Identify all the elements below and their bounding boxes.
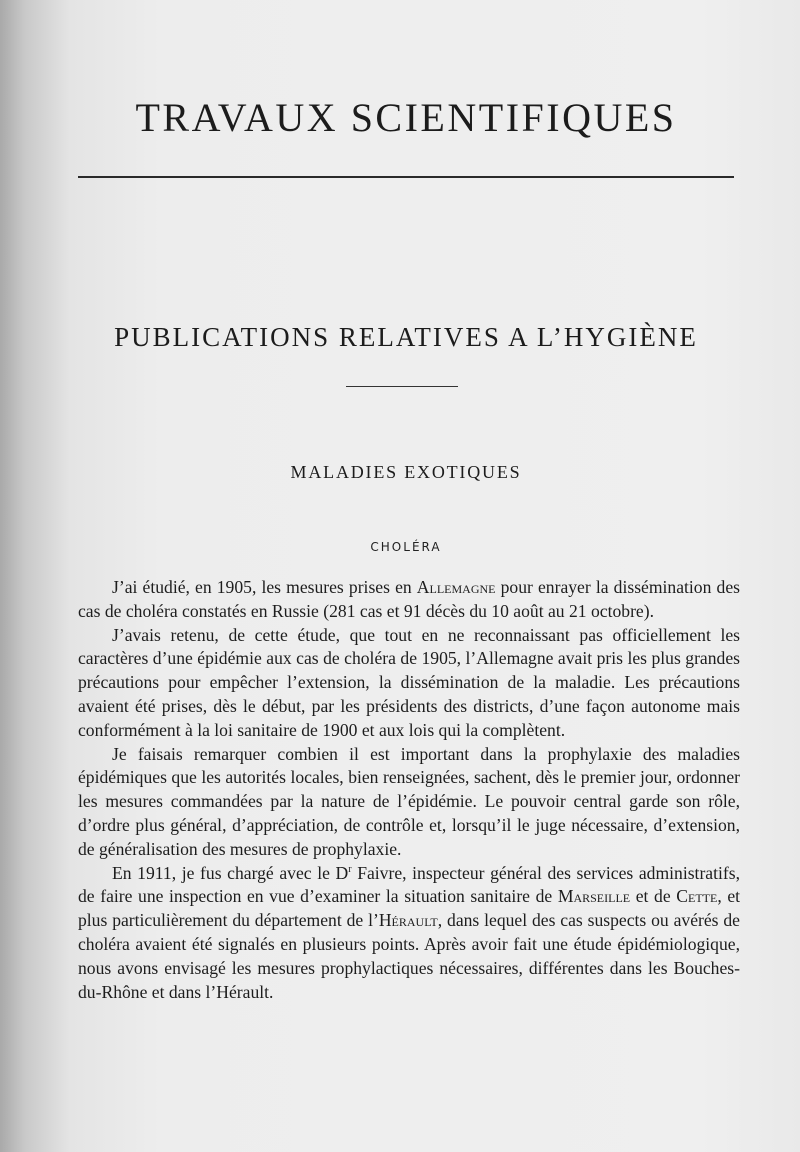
place-name-herault: Hérault xyxy=(378,910,438,931)
place-name-allemagne: Allemagne xyxy=(416,577,496,597)
place-name-cette: Cette xyxy=(676,886,718,907)
subsection-heading: CHOLÉRA xyxy=(370,540,442,554)
paragraph-2: J’avais retenu, de cette étude, que tout en ne reconnaissant pas officiellement les caractères d’une épidémie aux cas de choléra de 1905, l’Allemagne avait pris les plus grandes précautions pour empêcher l’extension, la dissémination de la maladie. Les précautions avaient été prises, dès le début, par les présidents des districts, d’une façon autonome mais conformément à la loi sanitaire de 1900 et aux lois qui la complètent. xyxy=(78,624,740,740)
paragraph-4-text-a: En 1911, je fus chargé avec le D xyxy=(112,862,349,883)
paragraph-1 xyxy=(78,576,740,624)
place-name-marseille: Marseille xyxy=(557,886,631,907)
paragraph-4-text-d: , et plus particulièrement du département de l’ xyxy=(78,886,741,931)
paragraph-4 xyxy=(78,862,740,1005)
body-text xyxy=(78,576,740,1004)
paragraph-1-text-a: J’ai étudié, en 1905, les mesures prises en xyxy=(112,577,417,597)
chapter-title: PUBLICATIONS RELATIVES A L’HYGIÈNE xyxy=(114,322,698,352)
page-title: TRAVAUX SCIENTIFIQUES xyxy=(135,95,677,140)
paragraph-4-text-b: Faivre, inspecteur général des services administratifs, de faire une inspection en vue d’examiner la situation sanitaire de xyxy=(78,862,740,907)
paragraph-4-text-c: et de xyxy=(630,886,677,907)
title-divider xyxy=(78,176,734,178)
section-heading: MALADIES EXOTIQUES xyxy=(290,462,522,482)
chapter-divider xyxy=(346,386,458,387)
paragraph-3: Je faisais remarquer combien il est important dans la prophylaxie des maladies épidémiques que les autorités locales, bien renseignées, sachent, dès le premier jour, ordonner les mesures commandées par la nature de l’épidémie. Le pouvoir central garde son rôle, d’ordre plus général, d’appréciation, de contrôle et, lorsqu’il le juge nécessaire, d’extension, de généralisation des mesures de prophylaxie. xyxy=(78,743,740,859)
title-superscript: r xyxy=(348,863,352,875)
paragraph-1-text-b: pour enrayer la dissémination des cas de choléra constatés en Russie (281 cas et 91 décès du 10 août au 21 octobre). xyxy=(78,577,740,621)
paragraph-4-text-e: , dans lequel des cas suspects ou avérés de choléra avaient été signalés en plusieurs points. Après avoir fait une étude épidémiologique, nous avons envisagé les mesures prophylactiques nécessaires, différentes dans les Bouches-du-Rhône et dans l’Hérault. xyxy=(78,910,740,1002)
